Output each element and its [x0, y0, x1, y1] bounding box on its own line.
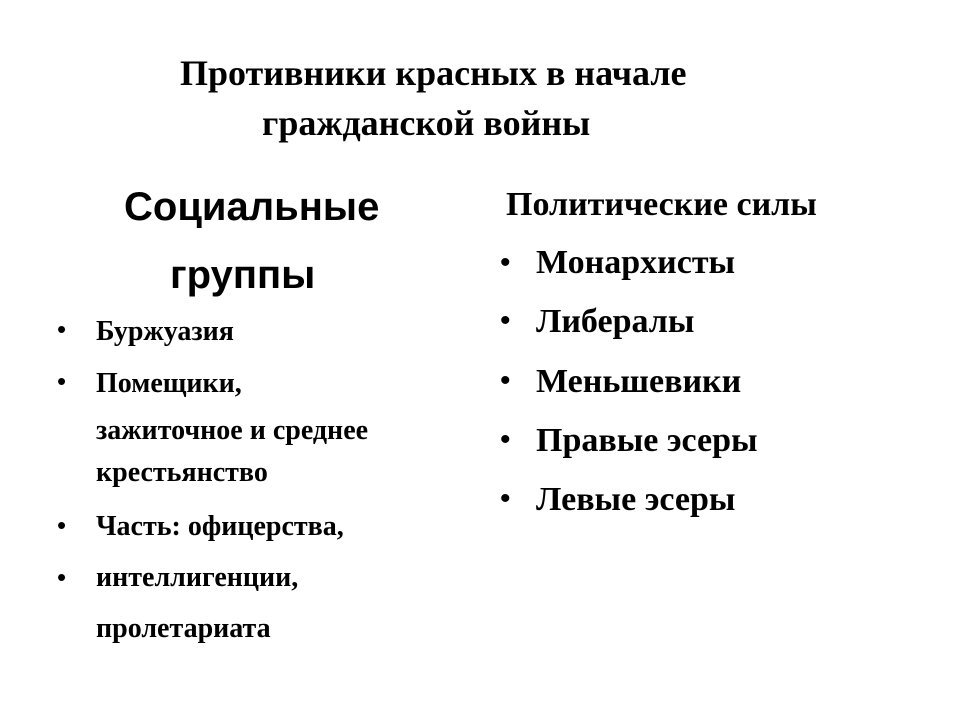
left-column-heading-line2: группы	[170, 253, 316, 297]
slide-title-line2: гражданской войны	[262, 103, 591, 143]
left-list-item: Буржуазия	[96, 316, 234, 347]
left-list-item: Помещики,	[96, 368, 242, 399]
left-list-item: крестьянство	[96, 457, 268, 488]
bullet-icon: •	[57, 510, 67, 540]
left-list-item: пролетариата	[96, 613, 271, 644]
left-list-item: интеллигенции,	[96, 562, 299, 593]
bullet-icon: •	[500, 364, 511, 397]
right-list-item: Монархисты	[536, 244, 736, 281]
right-list-item: Правые эсеры	[536, 422, 758, 459]
bullet-icon: •	[500, 482, 511, 515]
bullet-icon: •	[57, 314, 67, 344]
bullet-icon: •	[500, 246, 511, 279]
bullet-icon: •	[57, 562, 67, 592]
left-list-item: Часть: офицерства,	[96, 511, 344, 542]
left-list-item: зажиточное и среднее	[96, 415, 369, 446]
bullet-icon: •	[57, 366, 67, 396]
right-column-heading: Политические силы	[506, 186, 817, 223]
bullet-icon: •	[500, 423, 511, 456]
slide-title-line1: Противники красных в начале	[180, 53, 687, 93]
right-list-item: Либералы	[536, 303, 695, 340]
right-list-item: Левые эсеры	[536, 481, 736, 518]
bullet-icon: •	[500, 304, 511, 337]
right-list-item: Меньшевики	[536, 363, 742, 400]
left-column-heading-line1: Социальные	[124, 185, 380, 229]
